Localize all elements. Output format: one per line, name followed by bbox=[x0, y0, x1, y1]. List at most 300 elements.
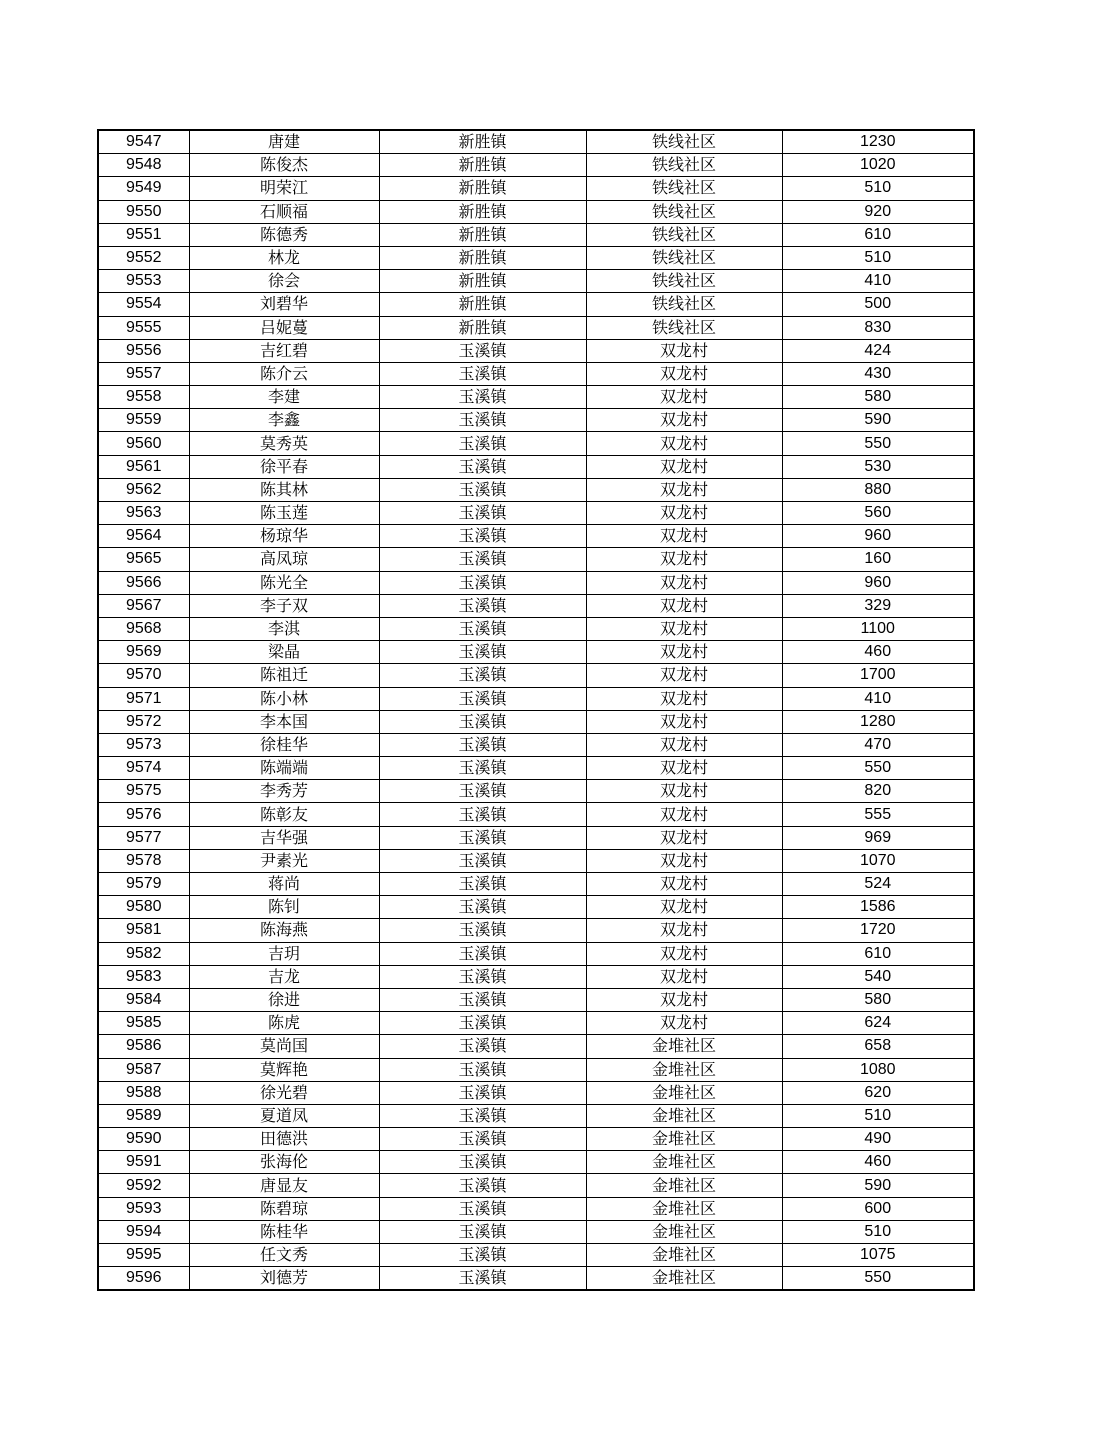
village-cell: 金堆社区 bbox=[586, 1244, 782, 1267]
town-cell: 玉溪镇 bbox=[379, 478, 586, 501]
amount-cell: 510 bbox=[782, 1220, 974, 1243]
table-row bbox=[98, 1244, 974, 1267]
amount-cell: 590 bbox=[782, 409, 974, 432]
person-name-cell: 莫秀英 bbox=[189, 432, 379, 455]
amount-cell: 1070 bbox=[782, 849, 974, 872]
town-cell: 玉溪镇 bbox=[379, 1035, 586, 1058]
amount-cell: 610 bbox=[782, 942, 974, 965]
village-cell: 双龙村 bbox=[586, 362, 782, 385]
town-cell: 玉溪镇 bbox=[379, 432, 586, 455]
table-row bbox=[98, 757, 974, 780]
amount-cell: 530 bbox=[782, 455, 974, 478]
person-name-cell: 陈彰友 bbox=[189, 803, 379, 826]
serial-number-cell: 9572 bbox=[98, 710, 189, 733]
person-name-cell: 吉华强 bbox=[189, 826, 379, 849]
town-cell: 新胜镇 bbox=[379, 223, 586, 246]
village-cell: 双龙村 bbox=[586, 594, 782, 617]
table-row bbox=[98, 594, 974, 617]
table-row bbox=[98, 988, 974, 1011]
amount-cell: 1280 bbox=[782, 710, 974, 733]
serial-number-cell: 9589 bbox=[98, 1104, 189, 1127]
village-cell: 铁线社区 bbox=[586, 246, 782, 269]
town-cell: 玉溪镇 bbox=[379, 362, 586, 385]
serial-number-cell: 9560 bbox=[98, 432, 189, 455]
amount-cell: 560 bbox=[782, 502, 974, 525]
village-cell: 双龙村 bbox=[586, 965, 782, 988]
roster-sheet bbox=[97, 129, 975, 1291]
person-name-cell: 李秀芳 bbox=[189, 780, 379, 803]
town-cell: 玉溪镇 bbox=[379, 1058, 586, 1081]
village-cell: 金堆社区 bbox=[586, 1174, 782, 1197]
table-row bbox=[98, 1012, 974, 1035]
amount-cell: 610 bbox=[782, 223, 974, 246]
serial-number-cell: 9578 bbox=[98, 849, 189, 872]
village-cell: 金堆社区 bbox=[586, 1197, 782, 1220]
table-row bbox=[98, 1035, 974, 1058]
amount-cell: 555 bbox=[782, 803, 974, 826]
village-cell: 双龙村 bbox=[586, 803, 782, 826]
person-name-cell: 陈海燕 bbox=[189, 919, 379, 942]
amount-cell: 969 bbox=[782, 826, 974, 849]
person-name-cell: 夏道凤 bbox=[189, 1104, 379, 1127]
serial-number-cell: 9548 bbox=[98, 154, 189, 177]
person-name-cell: 陈钊 bbox=[189, 896, 379, 919]
table-row bbox=[98, 455, 974, 478]
serial-number-cell: 9562 bbox=[98, 478, 189, 501]
amount-cell: 624 bbox=[782, 1012, 974, 1035]
serial-number-cell: 9575 bbox=[98, 780, 189, 803]
person-name-cell: 尹素光 bbox=[189, 849, 379, 872]
town-cell: 玉溪镇 bbox=[379, 1244, 586, 1267]
table-row bbox=[98, 409, 974, 432]
person-name-cell: 高凤琼 bbox=[189, 548, 379, 571]
serial-number-cell: 9590 bbox=[98, 1128, 189, 1151]
serial-number-cell: 9579 bbox=[98, 873, 189, 896]
table-row bbox=[98, 780, 974, 803]
serial-number-cell: 9549 bbox=[98, 177, 189, 200]
serial-number-cell: 9553 bbox=[98, 270, 189, 293]
town-cell: 新胜镇 bbox=[379, 200, 586, 223]
town-cell: 玉溪镇 bbox=[379, 710, 586, 733]
amount-cell: 590 bbox=[782, 1174, 974, 1197]
amount-cell: 550 bbox=[782, 1267, 974, 1291]
town-cell: 新胜镇 bbox=[379, 154, 586, 177]
town-cell: 玉溪镇 bbox=[379, 1012, 586, 1035]
person-name-cell: 陈碧琼 bbox=[189, 1197, 379, 1220]
roster-table-body bbox=[98, 130, 974, 1290]
serial-number-cell: 9570 bbox=[98, 664, 189, 687]
village-cell: 双龙村 bbox=[586, 1012, 782, 1035]
town-cell: 玉溪镇 bbox=[379, 803, 586, 826]
table-row bbox=[98, 803, 974, 826]
table-row bbox=[98, 1058, 974, 1081]
table-row bbox=[98, 710, 974, 733]
town-cell: 玉溪镇 bbox=[379, 965, 586, 988]
person-name-cell: 吕妮蔓 bbox=[189, 316, 379, 339]
serial-number-cell: 9571 bbox=[98, 687, 189, 710]
village-cell: 金堆社区 bbox=[586, 1128, 782, 1151]
village-cell: 双龙村 bbox=[586, 617, 782, 640]
amount-cell: 658 bbox=[782, 1035, 974, 1058]
village-cell: 铁线社区 bbox=[586, 316, 782, 339]
table-row bbox=[98, 571, 974, 594]
village-cell: 金堆社区 bbox=[586, 1220, 782, 1243]
town-cell: 玉溪镇 bbox=[379, 687, 586, 710]
table-row bbox=[98, 873, 974, 896]
person-name-cell: 唐建 bbox=[189, 130, 379, 154]
village-cell: 双龙村 bbox=[586, 942, 782, 965]
table-row bbox=[98, 223, 974, 246]
amount-cell: 430 bbox=[782, 362, 974, 385]
amount-cell: 1720 bbox=[782, 919, 974, 942]
village-cell: 双龙村 bbox=[586, 664, 782, 687]
table-row bbox=[98, 246, 974, 269]
village-cell: 双龙村 bbox=[586, 896, 782, 919]
table-row bbox=[98, 896, 974, 919]
amount-cell: 550 bbox=[782, 432, 974, 455]
person-name-cell: 刘碧华 bbox=[189, 293, 379, 316]
person-name-cell: 明荣江 bbox=[189, 177, 379, 200]
person-name-cell: 唐显友 bbox=[189, 1174, 379, 1197]
amount-cell: 1230 bbox=[782, 130, 974, 154]
amount-cell: 510 bbox=[782, 246, 974, 269]
village-cell: 双龙村 bbox=[586, 826, 782, 849]
table-row bbox=[98, 1174, 974, 1197]
serial-number-cell: 9550 bbox=[98, 200, 189, 223]
person-name-cell: 陈祖迁 bbox=[189, 664, 379, 687]
town-cell: 玉溪镇 bbox=[379, 1081, 586, 1104]
person-name-cell: 陈虎 bbox=[189, 1012, 379, 1035]
table-row bbox=[98, 1220, 974, 1243]
person-name-cell: 吉玥 bbox=[189, 942, 379, 965]
table-row bbox=[98, 1128, 974, 1151]
amount-cell: 510 bbox=[782, 177, 974, 200]
person-name-cell: 莫辉艳 bbox=[189, 1058, 379, 1081]
serial-number-cell: 9588 bbox=[98, 1081, 189, 1104]
village-cell: 金堆社区 bbox=[586, 1104, 782, 1127]
town-cell: 新胜镇 bbox=[379, 246, 586, 269]
serial-number-cell: 9585 bbox=[98, 1012, 189, 1035]
person-name-cell: 李建 bbox=[189, 386, 379, 409]
village-cell: 双龙村 bbox=[586, 710, 782, 733]
town-cell: 新胜镇 bbox=[379, 316, 586, 339]
village-cell: 铁线社区 bbox=[586, 223, 782, 246]
table-row bbox=[98, 316, 974, 339]
village-cell: 双龙村 bbox=[586, 780, 782, 803]
village-cell: 双龙村 bbox=[586, 455, 782, 478]
serial-number-cell: 9596 bbox=[98, 1267, 189, 1291]
amount-cell: 410 bbox=[782, 687, 974, 710]
person-name-cell: 徐桂华 bbox=[189, 733, 379, 756]
amount-cell: 550 bbox=[782, 757, 974, 780]
table-row bbox=[98, 1197, 974, 1220]
serial-number-cell: 9552 bbox=[98, 246, 189, 269]
amount-cell: 160 bbox=[782, 548, 974, 571]
town-cell: 玉溪镇 bbox=[379, 757, 586, 780]
town-cell: 玉溪镇 bbox=[379, 594, 586, 617]
town-cell: 玉溪镇 bbox=[379, 502, 586, 525]
table-row bbox=[98, 177, 974, 200]
amount-cell: 1100 bbox=[782, 617, 974, 640]
serial-number-cell: 9569 bbox=[98, 641, 189, 664]
table-row bbox=[98, 965, 974, 988]
town-cell: 玉溪镇 bbox=[379, 525, 586, 548]
serial-number-cell: 9592 bbox=[98, 1174, 189, 1197]
table-row bbox=[98, 687, 974, 710]
table-row bbox=[98, 478, 974, 501]
person-name-cell: 徐会 bbox=[189, 270, 379, 293]
serial-number-cell: 9547 bbox=[98, 130, 189, 154]
village-cell: 双龙村 bbox=[586, 988, 782, 1011]
person-name-cell: 李本国 bbox=[189, 710, 379, 733]
person-name-cell: 陈端端 bbox=[189, 757, 379, 780]
table-row bbox=[98, 1267, 974, 1291]
village-cell: 双龙村 bbox=[586, 548, 782, 571]
amount-cell: 460 bbox=[782, 641, 974, 664]
table-row bbox=[98, 641, 974, 664]
town-cell: 玉溪镇 bbox=[379, 571, 586, 594]
serial-number-cell: 9586 bbox=[98, 1035, 189, 1058]
person-name-cell: 陈光全 bbox=[189, 571, 379, 594]
town-cell: 玉溪镇 bbox=[379, 548, 586, 571]
village-cell: 铁线社区 bbox=[586, 200, 782, 223]
amount-cell: 490 bbox=[782, 1128, 974, 1151]
village-cell: 双龙村 bbox=[586, 386, 782, 409]
amount-cell: 820 bbox=[782, 780, 974, 803]
person-name-cell: 李子双 bbox=[189, 594, 379, 617]
town-cell: 玉溪镇 bbox=[379, 1197, 586, 1220]
village-cell: 双龙村 bbox=[586, 409, 782, 432]
serial-number-cell: 9551 bbox=[98, 223, 189, 246]
town-cell: 玉溪镇 bbox=[379, 988, 586, 1011]
town-cell: 新胜镇 bbox=[379, 270, 586, 293]
serial-number-cell: 9573 bbox=[98, 733, 189, 756]
serial-number-cell: 9566 bbox=[98, 571, 189, 594]
town-cell: 新胜镇 bbox=[379, 130, 586, 154]
table-row bbox=[98, 1104, 974, 1127]
town-cell: 玉溪镇 bbox=[379, 1267, 586, 1291]
table-row bbox=[98, 525, 974, 548]
village-cell: 双龙村 bbox=[586, 687, 782, 710]
serial-number-cell: 9591 bbox=[98, 1151, 189, 1174]
amount-cell: 830 bbox=[782, 316, 974, 339]
serial-number-cell: 9561 bbox=[98, 455, 189, 478]
person-name-cell: 梁晶 bbox=[189, 641, 379, 664]
town-cell: 玉溪镇 bbox=[379, 455, 586, 478]
town-cell: 玉溪镇 bbox=[379, 339, 586, 362]
serial-number-cell: 9576 bbox=[98, 803, 189, 826]
amount-cell: 460 bbox=[782, 1151, 974, 1174]
person-name-cell: 张海伦 bbox=[189, 1151, 379, 1174]
town-cell: 新胜镇 bbox=[379, 177, 586, 200]
village-cell: 双龙村 bbox=[586, 919, 782, 942]
serial-number-cell: 9581 bbox=[98, 919, 189, 942]
table-row bbox=[98, 502, 974, 525]
serial-number-cell: 9556 bbox=[98, 339, 189, 362]
amount-cell: 580 bbox=[782, 386, 974, 409]
person-name-cell: 吉龙 bbox=[189, 965, 379, 988]
table-row bbox=[98, 386, 974, 409]
table-row bbox=[98, 154, 974, 177]
town-cell: 玉溪镇 bbox=[379, 664, 586, 687]
table-row bbox=[98, 432, 974, 455]
village-cell: 双龙村 bbox=[586, 571, 782, 594]
town-cell: 玉溪镇 bbox=[379, 1128, 586, 1151]
village-cell: 金堆社区 bbox=[586, 1035, 782, 1058]
table-row bbox=[98, 200, 974, 223]
town-cell: 玉溪镇 bbox=[379, 617, 586, 640]
serial-number-cell: 9595 bbox=[98, 1244, 189, 1267]
table-row bbox=[98, 548, 974, 571]
roster-table bbox=[97, 129, 975, 1291]
person-name-cell: 石顺福 bbox=[189, 200, 379, 223]
village-cell: 双龙村 bbox=[586, 339, 782, 362]
serial-number-cell: 9582 bbox=[98, 942, 189, 965]
person-name-cell: 陈德秀 bbox=[189, 223, 379, 246]
amount-cell: 920 bbox=[782, 200, 974, 223]
serial-number-cell: 9565 bbox=[98, 548, 189, 571]
serial-number-cell: 9577 bbox=[98, 826, 189, 849]
amount-cell: 510 bbox=[782, 1104, 974, 1127]
town-cell: 玉溪镇 bbox=[379, 942, 586, 965]
amount-cell: 1700 bbox=[782, 664, 974, 687]
serial-number-cell: 9593 bbox=[98, 1197, 189, 1220]
amount-cell: 580 bbox=[782, 988, 974, 1011]
amount-cell: 1080 bbox=[782, 1058, 974, 1081]
village-cell: 双龙村 bbox=[586, 432, 782, 455]
person-name-cell: 徐平春 bbox=[189, 455, 379, 478]
town-cell: 玉溪镇 bbox=[379, 849, 586, 872]
person-name-cell: 陈桂华 bbox=[189, 1220, 379, 1243]
village-cell: 铁线社区 bbox=[586, 177, 782, 200]
person-name-cell: 田德洪 bbox=[189, 1128, 379, 1151]
serial-number-cell: 9557 bbox=[98, 362, 189, 385]
serial-number-cell: 9554 bbox=[98, 293, 189, 316]
village-cell: 铁线社区 bbox=[586, 293, 782, 316]
person-name-cell: 莫尚国 bbox=[189, 1035, 379, 1058]
person-name-cell: 陈介云 bbox=[189, 362, 379, 385]
serial-number-cell: 9555 bbox=[98, 316, 189, 339]
serial-number-cell: 9564 bbox=[98, 525, 189, 548]
table-row bbox=[98, 919, 974, 942]
amount-cell: 880 bbox=[782, 478, 974, 501]
village-cell: 铁线社区 bbox=[586, 154, 782, 177]
person-name-cell: 徐进 bbox=[189, 988, 379, 1011]
person-name-cell: 林龙 bbox=[189, 246, 379, 269]
table-row bbox=[98, 270, 974, 293]
amount-cell: 329 bbox=[782, 594, 974, 617]
person-name-cell: 吉红碧 bbox=[189, 339, 379, 362]
person-name-cell: 陈小林 bbox=[189, 687, 379, 710]
table-row bbox=[98, 339, 974, 362]
table-row bbox=[98, 849, 974, 872]
village-cell: 铁线社区 bbox=[586, 130, 782, 154]
table-row bbox=[98, 664, 974, 687]
person-name-cell: 李鑫 bbox=[189, 409, 379, 432]
person-name-cell: 李淇 bbox=[189, 617, 379, 640]
person-name-cell: 刘德芳 bbox=[189, 1267, 379, 1291]
village-cell: 金堆社区 bbox=[586, 1058, 782, 1081]
village-cell: 双龙村 bbox=[586, 478, 782, 501]
village-cell: 双龙村 bbox=[586, 641, 782, 664]
town-cell: 新胜镇 bbox=[379, 293, 586, 316]
amount-cell: 410 bbox=[782, 270, 974, 293]
table-row bbox=[98, 733, 974, 756]
village-cell: 铁线社区 bbox=[586, 270, 782, 293]
village-cell: 双龙村 bbox=[586, 525, 782, 548]
town-cell: 玉溪镇 bbox=[379, 826, 586, 849]
table-row bbox=[98, 1081, 974, 1104]
table-row bbox=[98, 293, 974, 316]
town-cell: 玉溪镇 bbox=[379, 919, 586, 942]
serial-number-cell: 9558 bbox=[98, 386, 189, 409]
amount-cell: 620 bbox=[782, 1081, 974, 1104]
serial-number-cell: 9594 bbox=[98, 1220, 189, 1243]
amount-cell: 1075 bbox=[782, 1244, 974, 1267]
amount-cell: 540 bbox=[782, 965, 974, 988]
person-name-cell: 任文秀 bbox=[189, 1244, 379, 1267]
village-cell: 双龙村 bbox=[586, 849, 782, 872]
town-cell: 玉溪镇 bbox=[379, 896, 586, 919]
person-name-cell: 杨琼华 bbox=[189, 525, 379, 548]
person-name-cell: 陈俊杰 bbox=[189, 154, 379, 177]
serial-number-cell: 9559 bbox=[98, 409, 189, 432]
village-cell: 金堆社区 bbox=[586, 1081, 782, 1104]
town-cell: 玉溪镇 bbox=[379, 386, 586, 409]
table-row bbox=[98, 942, 974, 965]
table-row bbox=[98, 617, 974, 640]
village-cell: 金堆社区 bbox=[586, 1151, 782, 1174]
amount-cell: 960 bbox=[782, 525, 974, 548]
amount-cell: 1020 bbox=[782, 154, 974, 177]
table-row bbox=[98, 362, 974, 385]
serial-number-cell: 9563 bbox=[98, 502, 189, 525]
town-cell: 玉溪镇 bbox=[379, 1151, 586, 1174]
amount-cell: 424 bbox=[782, 339, 974, 362]
serial-number-cell: 9584 bbox=[98, 988, 189, 1011]
serial-number-cell: 9568 bbox=[98, 617, 189, 640]
person-name-cell: 陈玉莲 bbox=[189, 502, 379, 525]
town-cell: 玉溪镇 bbox=[379, 733, 586, 756]
serial-number-cell: 9580 bbox=[98, 896, 189, 919]
town-cell: 玉溪镇 bbox=[379, 1104, 586, 1127]
table-row bbox=[98, 1151, 974, 1174]
serial-number-cell: 9574 bbox=[98, 757, 189, 780]
person-name-cell: 陈其林 bbox=[189, 478, 379, 501]
amount-cell: 600 bbox=[782, 1197, 974, 1220]
serial-number-cell: 9583 bbox=[98, 965, 189, 988]
amount-cell: 960 bbox=[782, 571, 974, 594]
town-cell: 玉溪镇 bbox=[379, 780, 586, 803]
village-cell: 双龙村 bbox=[586, 733, 782, 756]
village-cell: 双龙村 bbox=[586, 502, 782, 525]
village-cell: 金堆社区 bbox=[586, 1267, 782, 1291]
town-cell: 玉溪镇 bbox=[379, 1174, 586, 1197]
town-cell: 玉溪镇 bbox=[379, 409, 586, 432]
town-cell: 玉溪镇 bbox=[379, 873, 586, 896]
village-cell: 双龙村 bbox=[586, 757, 782, 780]
table-row bbox=[98, 130, 974, 154]
table-row bbox=[98, 826, 974, 849]
serial-number-cell: 9567 bbox=[98, 594, 189, 617]
town-cell: 玉溪镇 bbox=[379, 1220, 586, 1243]
serial-number-cell: 9587 bbox=[98, 1058, 189, 1081]
amount-cell: 470 bbox=[782, 733, 974, 756]
person-name-cell: 徐光碧 bbox=[189, 1081, 379, 1104]
town-cell: 玉溪镇 bbox=[379, 641, 586, 664]
person-name-cell: 蒋尚 bbox=[189, 873, 379, 896]
amount-cell: 524 bbox=[782, 873, 974, 896]
